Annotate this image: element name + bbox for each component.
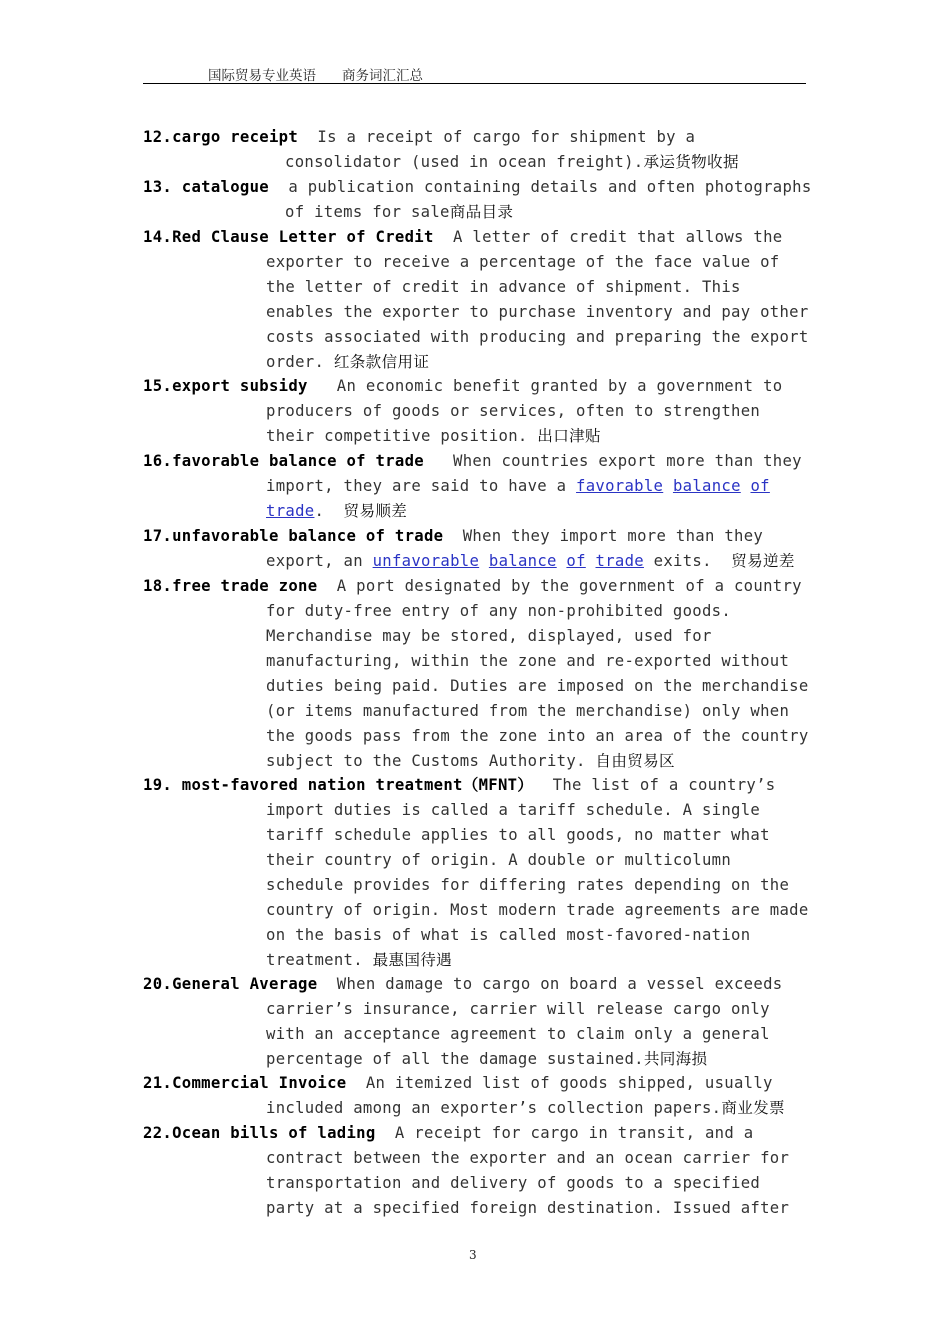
entry-14-line-2: exporter to receive a percentage of the face value of [266, 253, 780, 271]
entry-20-line-4: percentage of all the damage sustained.共同海损 [266, 1050, 708, 1068]
entry-22-line-2: contract between the exporter and an ocean carrier for [266, 1149, 790, 1167]
entry-14-line-4: enables the exporter to purchase inventory and pay other [266, 303, 809, 321]
entry-21-term: 21.Commercial Invoice [143, 1074, 347, 1092]
entry-19-line-8: treatment. 最惠国待遇 [266, 951, 453, 969]
entry-19-line-3: tariff schedule applies to all goods, no matter what [266, 826, 770, 844]
entry-19-line-2: import duties is called a tariff schedule. A single [266, 801, 761, 819]
link-unfavorable[interactable]: unfavorable [372, 552, 480, 570]
entry-20-line-1: 20.General Average When damage to cargo on board a vessel exceeds [143, 975, 783, 993]
link-trade[interactable]: trade [266, 502, 315, 520]
entry-19-line-4: their country of origin. A double or multicolumn [266, 851, 732, 869]
entry-15-chinese: 出口津贴 [537, 427, 601, 445]
link-of-2[interactable]: of [566, 552, 586, 570]
link-of[interactable]: of [750, 477, 770, 495]
entry-17-line-2: export, an unfavorable balance of trade exits. 贸易逆差 [266, 552, 795, 570]
page-number: 3 [469, 1248, 477, 1262]
entry-18-term: 18.free trade zone [143, 577, 318, 595]
entry-15-line-2: producers of goods or services, often to strengthen [266, 402, 761, 420]
page-header [208, 64, 423, 84]
entry-17-line-1: 17.unfavorable balance of trade When they import more than they [143, 527, 764, 545]
entry-20-line-3: with an acceptance agreement to claim only a general [266, 1025, 770, 1043]
link-balance[interactable]: balance [672, 477, 741, 495]
entry-12-chinese: 承运货物收据 [643, 153, 739, 171]
entry-20-chinese: 共同海损 [643, 1050, 708, 1068]
entry-12-line-2: consolidator (used in ocean freight).承运货物收据 [285, 153, 739, 171]
entry-16-line-2: import, they are said to have a favorable balance of [266, 477, 770, 495]
link-favorable[interactable]: favorable [576, 477, 664, 495]
entry-19-line-7: on the basis of what is called most-favored-nation [266, 926, 751, 944]
entry-22-line-1: 22.Ocean bills of lading A receipt for cargo in transit, and a [143, 1124, 754, 1142]
entry-16-line-1: 16.favorable balance of trade When countries export more than they [143, 452, 802, 470]
link-trade-2[interactable]: trade [595, 552, 644, 570]
entry-14-line-3: the letter of credit in advance of shipment. This [266, 278, 741, 296]
entry-14-term: 14.Red Clause Letter of Credit [143, 228, 434, 246]
entry-20-line-2: carrier’s insurance, carrier will release cargo only [266, 1000, 770, 1018]
entry-18-line-2: for duty-free entry of any non-prohibited goods. [266, 602, 732, 620]
entry-21-line-1: 21.Commercial Invoice An itemized list of goods shipped, usually [143, 1074, 773, 1092]
entry-18-line-1: 18.free trade zone A port designated by the government of a country [143, 577, 802, 595]
entry-14-line-1: 14.Red Clause Letter of Credit A letter of credit that allows the [143, 228, 783, 246]
entry-17-chinese: 贸易逆差 [731, 552, 795, 570]
header-title: 国际贸易专业英语 [208, 68, 316, 84]
entry-20-term: 20.General Average [143, 975, 318, 993]
entry-22-term: 22.Ocean bills of lading [143, 1124, 376, 1142]
entry-14-line-5: costs associated with producing and preparing the export [266, 328, 809, 346]
entry-21-line-2: included among an exporter’s collection papers.商业发票 [266, 1099, 785, 1117]
entry-19-line-5: schedule provides for differing rates depending on the [266, 876, 790, 894]
entry-18-line-5: duties being paid. Duties are imposed on the merchandise [266, 677, 809, 695]
entry-22-line-4: party at a specified foreign destination. Issued after [266, 1199, 790, 1217]
link-balance-2[interactable]: balance [488, 552, 557, 570]
entry-19-chinese: 最惠国待遇 [372, 951, 453, 969]
entry-15-line-3: their competitive position. 出口津贴 [266, 427, 601, 445]
entry-15-term: 15.export subsidy [143, 377, 308, 395]
entry-15-line-1: 15.export subsidy An economic benefit granted by a government to [143, 377, 783, 395]
entry-18-line-8: subject to the Customs Authority. 自由贸易区 [266, 752, 675, 770]
entry-18-line-6: (or items manufactured from the merchandise) only when [266, 702, 790, 720]
entry-12-term: 12.cargo receipt [143, 128, 299, 146]
entry-13-line-2: of items for sale商品目录 [285, 203, 514, 221]
entry-16-term: 16.favorable balance of trade [143, 452, 424, 470]
header-rule [143, 83, 806, 84]
entry-13-term: 13. catalogue [143, 178, 269, 196]
entry-16-line-3: trade. 贸易顺差 [266, 502, 408, 520]
entry-16-chinese: 贸易顺差 [343, 502, 408, 520]
entry-18-line-4: manufacturing, within the zone and re-exported without [266, 652, 790, 670]
entry-22-line-3: transportation and delivery of goods to a specified [266, 1174, 761, 1192]
entry-19-line-1: 19. most-favored nation treatment（MFNT） The list of a country’s [143, 776, 776, 794]
entry-18-line-3: Merchandise may be stored, displayed, used for [266, 627, 712, 645]
entry-17-term: 17.unfavorable balance of trade [143, 527, 444, 545]
entry-14-line-6: order. 红条款信用证 [266, 353, 430, 371]
header-subtitle: 商务词汇汇总 [342, 68, 423, 84]
entry-12-line-1: 12.cargo receipt Is a receipt of cargo for shipment by a [143, 128, 696, 146]
entry-19-line-6: country of origin. Most modern trade agreements are made [266, 901, 809, 919]
entry-18-chinese: 自由贸易区 [595, 752, 675, 770]
entry-18-line-7: the goods pass from the zone into an area of the country [266, 727, 809, 745]
entry-14-chinese: 红条款信用证 [333, 353, 430, 371]
entry-13-line-1: 13. catalogue a publication containing details and often photographs [143, 178, 812, 196]
entry-13-chinese: 商品目录 [449, 203, 514, 221]
entry-21-chinese: 商业发票 [721, 1099, 785, 1117]
entry-19-term: 19. most-favored nation treatment（MFNT） [143, 776, 534, 794]
